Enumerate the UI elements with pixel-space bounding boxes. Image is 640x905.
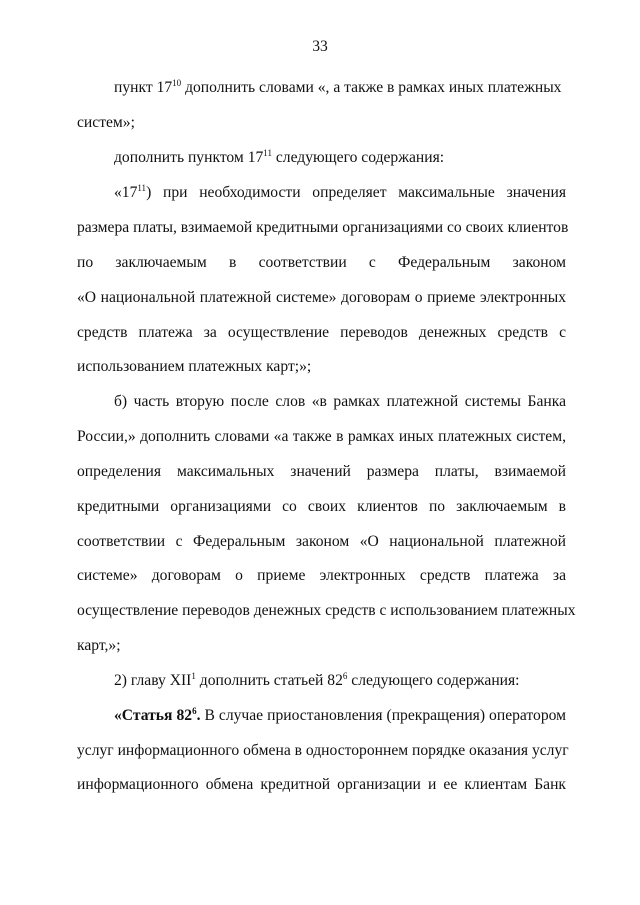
text-line: «$17^{11}$) при необходимости определяет максимальные значения	[114, 183, 566, 201]
text-line: услуг информационного обмена в одностороннем порядке оказания услуг	[77, 742, 569, 759]
text-line: системе» договорам о приеме электронных средств платежа за	[77, 567, 566, 584]
text-line: систем»;	[77, 114, 135, 131]
text-line: 2) главу XII$^1$ дополнить статьей $82^6$ следующего содержания:	[114, 671, 520, 689]
text-line: кредитными организациями со своих клиентов по заключаемым в	[77, 498, 566, 515]
text-line: средств платежа за осуществление переводов денежных средств с	[77, 324, 566, 341]
text-line: использованием платежных карт;»;	[77, 358, 312, 375]
text-line: определения максимальных значений размера платы, взимаемой	[77, 463, 566, 480]
text-line: дополнить пунктом $17^{11}$ следующего содержания:	[114, 148, 445, 166]
page-number: 33	[312, 38, 328, 55]
text-line: б) часть вторую после слов «в рамках платежной системы Банка	[114, 393, 566, 410]
text-line: «О национальной платежной системе» договорам о приеме электронных	[77, 289, 566, 306]
text-line: размера платы, взимаемой кредитными организациями со своих клиентов	[77, 219, 569, 236]
text-line: карт,»;	[77, 637, 121, 654]
text-line: «Статья $82^6$. В случае приостановления (прекращения) оператором	[114, 706, 566, 724]
text-line: России,» дополнить словами «а также в рамках иных платежных систем,	[77, 428, 566, 445]
text-line: осуществление переводов денежных средств с использованием платежных	[77, 602, 576, 619]
text-line: по заключаемым в соответствии с Федеральным законом	[77, 254, 566, 271]
text-line: пункт $17^{10}$ дополнить словами «, а также в рамках иных платежных	[114, 78, 562, 96]
text-line: соответствии с Федеральным законом «О национальной платежной	[77, 533, 566, 550]
text-line: информационного обмена кредитной организации и ее клиентам Банк	[77, 776, 566, 793]
